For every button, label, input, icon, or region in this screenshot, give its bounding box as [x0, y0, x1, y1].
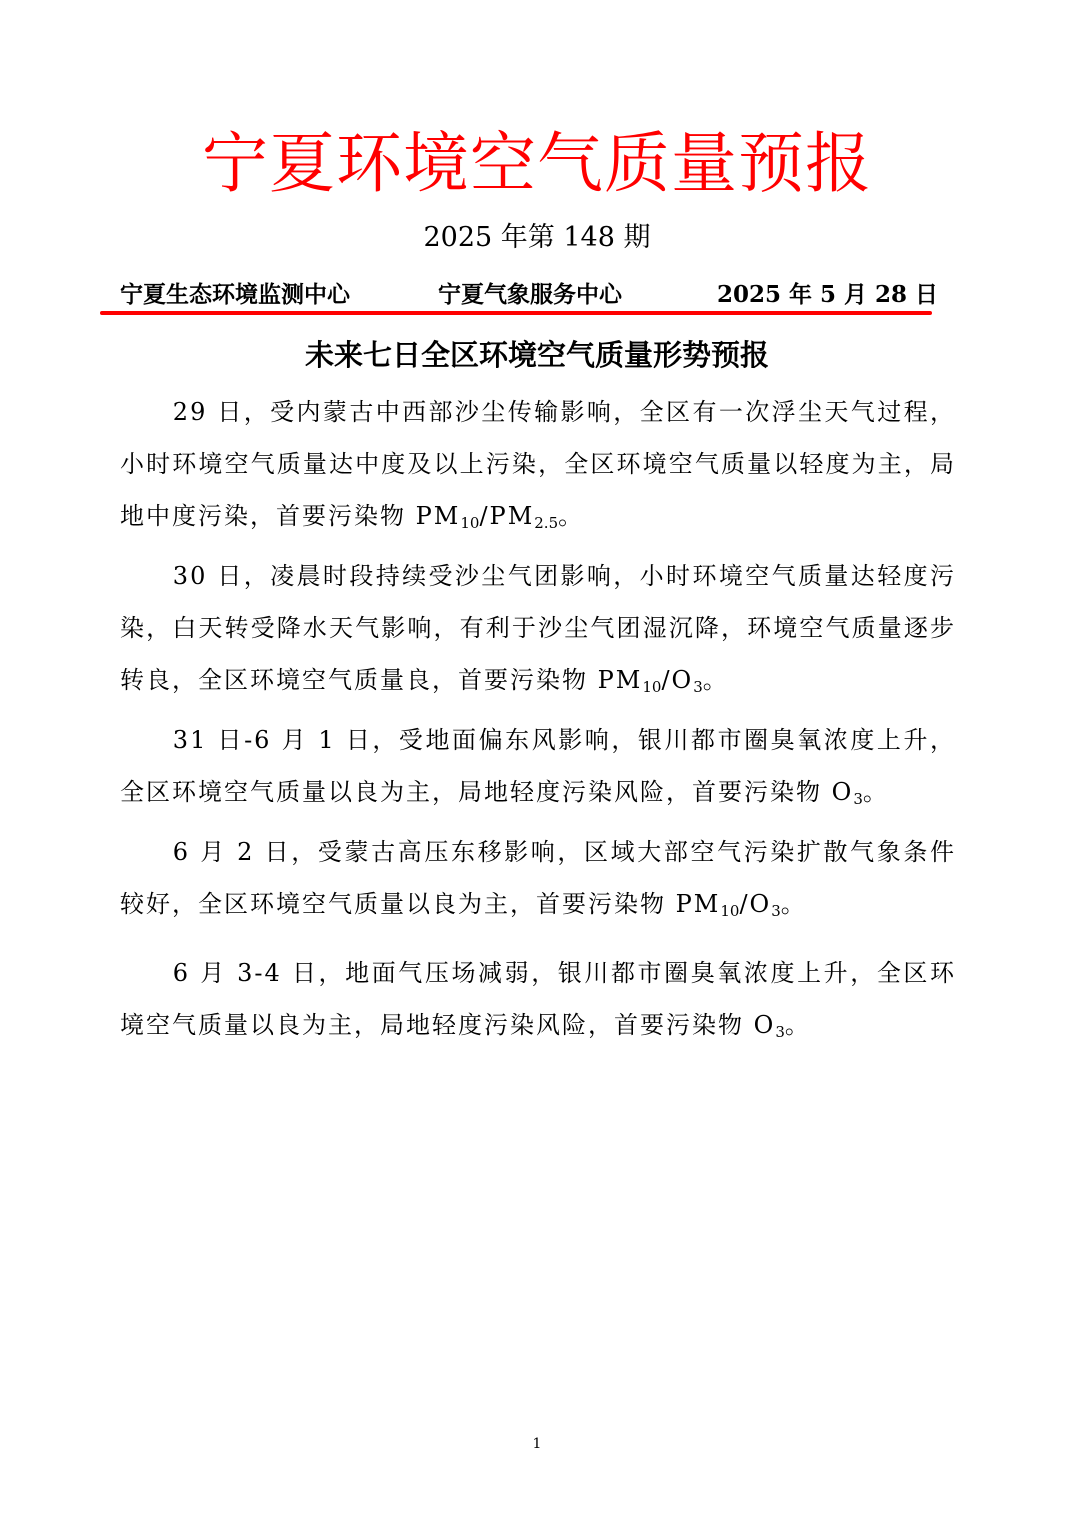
forecast-body [120, 386, 956, 1059]
subscript: 10 [460, 514, 480, 532]
forecast-paragraph-31-jun1 [120, 714, 956, 825]
section-title: 未来七日全区环境空气质量形势预报 [304, 338, 769, 372]
paragraph-text: 6 月 2 日，受蒙古高压东移影响，区域大部空气污染扩散气象条件较好，全区环境空气质量以良为主，首要污染物 PM [120, 838, 956, 918]
subscript: 3 [771, 902, 781, 920]
paragraph-text: 。 [784, 1011, 811, 1039]
masthead-info [120, 277, 938, 313]
paragraph-text: 29 日，受内蒙古中西部沙尘传输影响，全区有一次浮尘天气过程，小时环境空气质量达中度及以上污染，全区环境空气质量以轻度为主，局地中度污染，首要污染物 PM [120, 398, 956, 530]
paragraph-text: 。 [780, 890, 807, 918]
publish-date: 2025 年 5 月 28 日 [716, 281, 938, 308]
paragraph-text: 。 [862, 778, 889, 806]
paragraph-text: 。 [558, 502, 585, 530]
subscript: 10 [720, 902, 740, 920]
page-number: 1 [532, 1436, 542, 1452]
subscript: 3 [693, 678, 703, 696]
paragraph-text: /O [661, 666, 694, 694]
subscript: 3 [853, 790, 863, 808]
paragraph-text: /O [739, 890, 772, 918]
subscript: 2.5 [534, 514, 559, 532]
paragraph-text: 31 日-6 月 1 日，受地面偏东风影响，银川都市圈臭氧浓度上升，全区环境空气质量以良为主，局地轻度污染风险，首要污染物 O [120, 726, 956, 806]
subscript: 3 [775, 1023, 785, 1041]
red-divider-line [100, 311, 932, 315]
issue-number: 2025 年第 148 期 [423, 222, 651, 253]
forecast-paragraph-29 [120, 386, 956, 549]
forecast-paragraph-30 [120, 550, 956, 713]
paragraph-text: /PM [479, 502, 535, 530]
document-title: 宁夏环境空气质量预报 [202, 125, 872, 202]
forecast-paragraph-jun3-4 [120, 947, 956, 1058]
paragraph-text: 30 日，凌晨时段持续受沙尘气团影响，小时环境空气质量达轻度污染，白天转受降水天气影响，有利于沙尘气团湿沉降，环境空气质量逐步转良，全区环境空气质量良，首要污染物 PM [120, 562, 956, 694]
agency-meteorological-center: 宁夏气象服务中心 [438, 281, 622, 308]
subscript: 10 [642, 678, 662, 696]
paragraph-text: 6 月 3-4 日，地面气压场减弱，银川都市圈臭氧浓度上升，全区环境空气质量以良为主，局地轻度污染风险，首要污染物 O [120, 959, 956, 1039]
agency-monitoring-center: 宁夏生态环境监测中心 [120, 281, 350, 308]
forecast-paragraph-jun2 [120, 826, 956, 937]
paragraph-text: 。 [702, 666, 729, 694]
